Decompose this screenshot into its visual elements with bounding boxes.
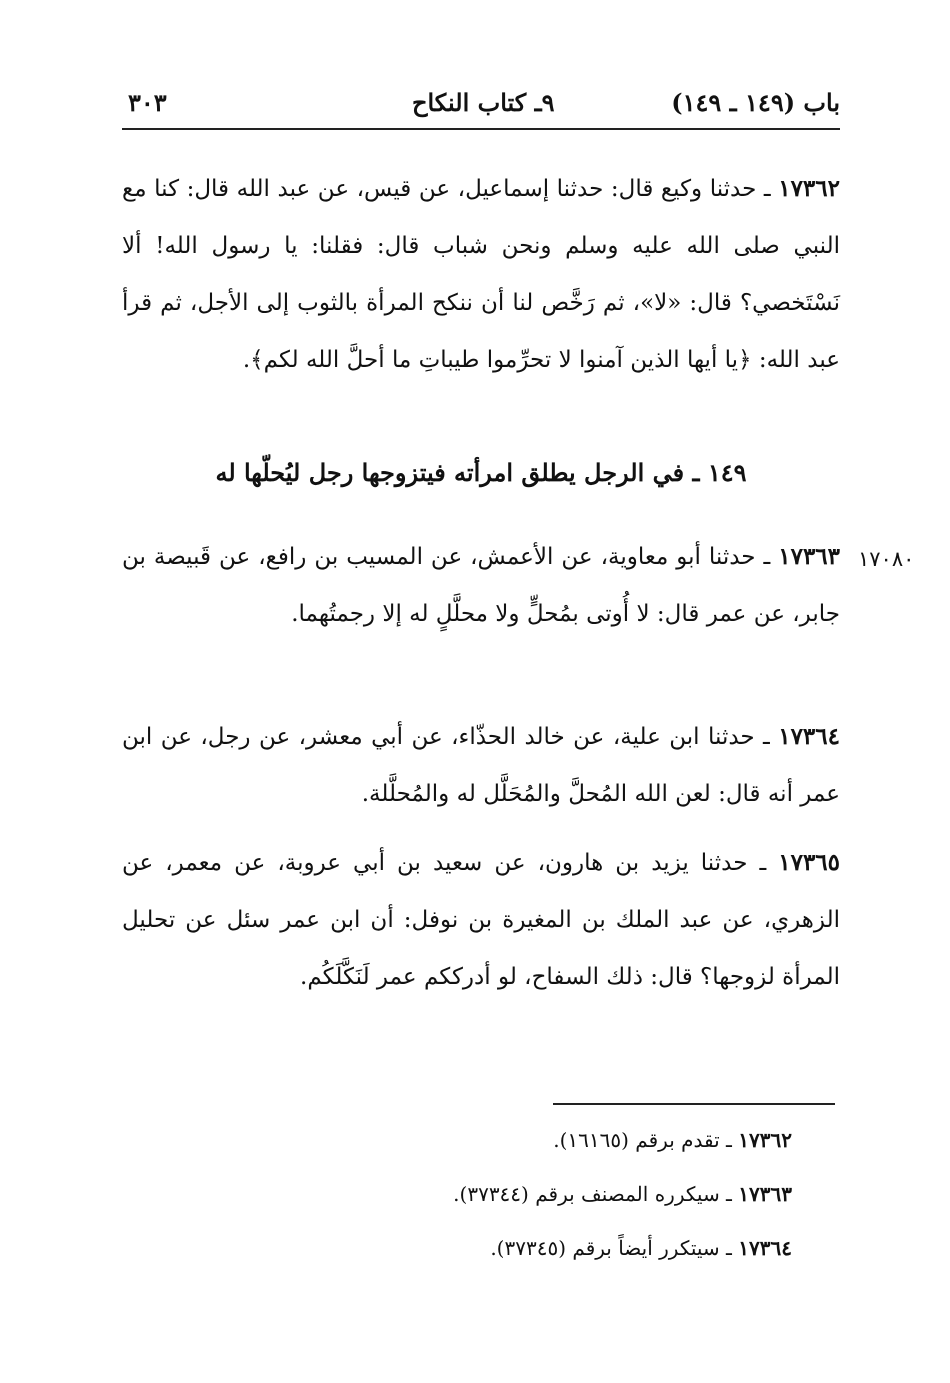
margin-number: ١٧٠٨٠ — [858, 547, 915, 571]
hadith-text: ـ حدثنا ابن علية، عن خالد الحذّاء، عن أبي معشر، عن رجل، عن ابن عمر أنه قال: لعن الله المُحلَّ والمُحَلَّل له والمُحلَّلة. — [122, 724, 840, 807]
footnote — [122, 1236, 792, 1260]
footnote — [122, 1182, 792, 1206]
footnote-number: ١٧٣٦٣ — [738, 1182, 792, 1206]
header-rule — [122, 128, 840, 130]
hadith-text: ـ حدثنا أبو معاوية، عن الأعمش، عن المسيب بن رافع، عن قَبيصة بن جابر، عن عمر قال: لا أُوتى بمُحلٍّ ولا محلَّلٍ له إلا رجمتُهما. — [122, 544, 840, 627]
footnote-rule — [553, 1103, 835, 1105]
hadith-17363 — [122, 528, 840, 643]
hadith-17364 — [122, 708, 840, 823]
footnote-text: ـ سيكرره المصنف برقم (٣٧٣٤٤). — [453, 1182, 732, 1206]
page-number: ٣٠٣ — [128, 88, 167, 117]
footnote-number: ١٧٣٦٤ — [738, 1236, 792, 1260]
footnote-text: ـ سيتكرر أيضاً برقم (٣٧٣٤٥). — [490, 1236, 732, 1260]
section-heading: ١٤٩ ـ في الرجل يطلق امرأته فيتزوجها رجل ليُحلّها له — [215, 458, 747, 487]
footnote-number: ١٧٣٦٢ — [738, 1128, 792, 1152]
hadith-number: ١٧٣٦٣ — [778, 543, 841, 570]
hadith-number: ١٧٣٦٥ — [778, 849, 841, 876]
hadith-number: ١٧٣٦٤ — [778, 723, 840, 750]
hadith-text: ـ حدثنا وكيع قال: حدثنا إسماعيل، عن قيس، عن عبد الله قال: كنا مع النبي صلى الله عليه وسلم ونحن شباب قال: فقلنا: يا رسول الله! ألا نَسْتَخصي؟ قال: «لا»، ثم رَخَّص لنا أن ننكح المرأة بالثوب إلى الأجل، ثم قرأ عبد الله: ﴿يا أيها الذين آمنوا لا تحرِّموا طيباتِ ما أحلَّ الله لكم﴾. — [122, 176, 840, 373]
hadith-17362 — [122, 160, 840, 389]
footnote-text: ـ تقدم برقم (١٦١٦٥). — [553, 1128, 732, 1152]
chapter-range: باب (١٤٩ ـ ١٤٩) — [671, 88, 840, 117]
hadith-number: ١٧٣٦٢ — [778, 175, 840, 202]
hadith-17365 — [122, 834, 840, 1006]
page-header — [122, 82, 840, 122]
footnote — [122, 1128, 792, 1152]
book-title: ٩ـ كتاب النكاح — [412, 88, 555, 117]
hadith-text: ـ حدثنا يزيد بن هارون، عن سعيد بن أبي عروبة، عن معمر، عن الزهري، عن عبد الملك بن المغيرة بن نوفل: أن ابن عمر سئل عن تحليل المرأة لزوجها؟ قال: ذلك السفاح، لو أدرككم عمر لَنَكَّلَكُم. — [122, 850, 840, 990]
